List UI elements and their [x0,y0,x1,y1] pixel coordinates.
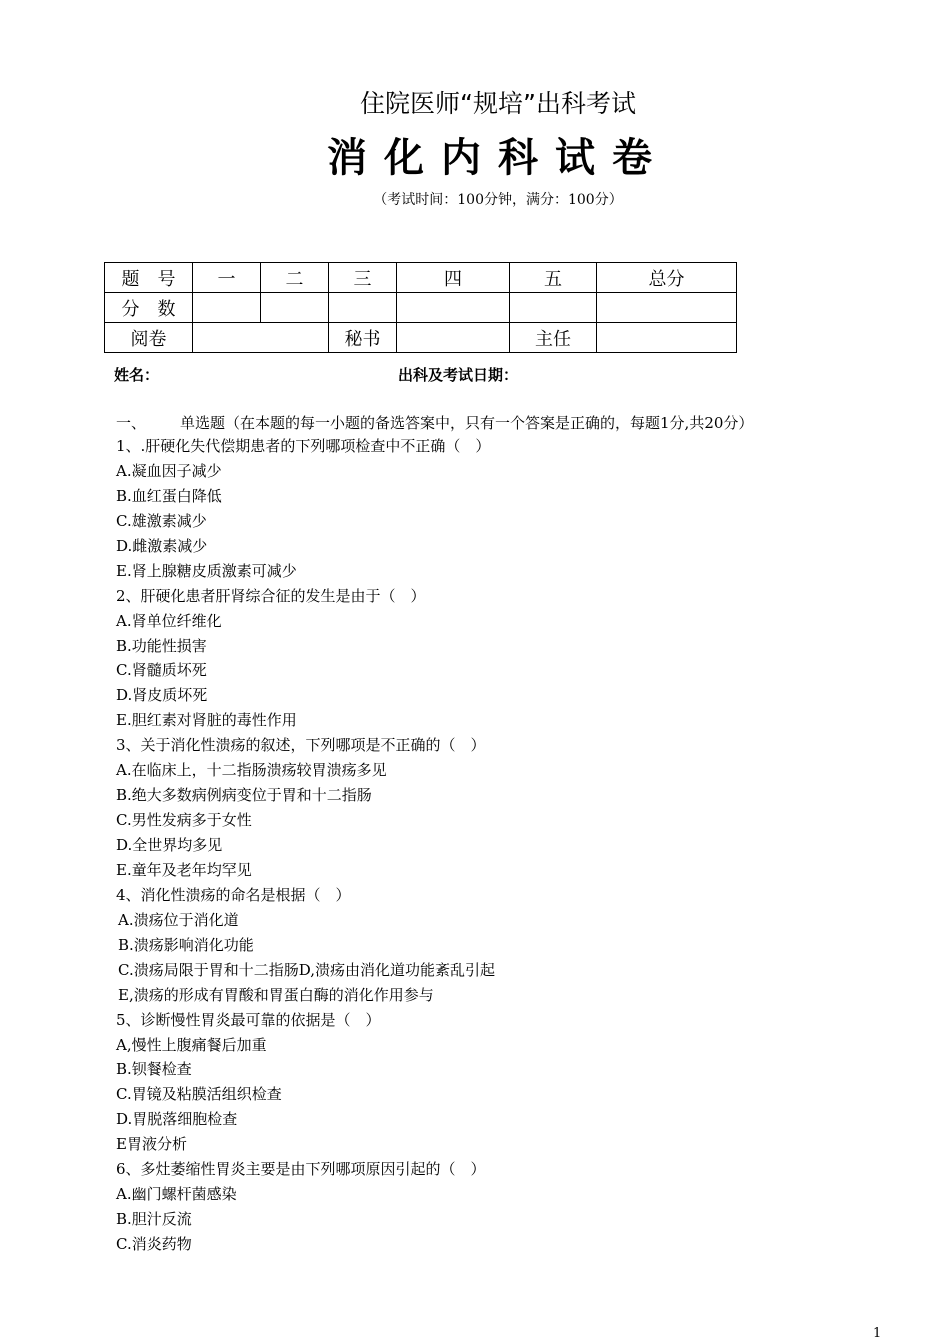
column-header-total: 总分 [597,263,737,293]
exam-paper-title: 消化内科试卷 [327,135,669,181]
answer-option: E.胆红素对肾脏的毒性作用 [116,711,297,730]
section-heading [116,412,753,433]
score-table [104,262,737,353]
column-header-3: 三 [329,263,397,293]
question-stem: 6、多灶萎缩性胃炎主要是由下列哪项原因引起的（ ） [116,1160,486,1179]
answer-option: B.血红蛋白降低 [116,486,222,505]
answer-option: B.功能性损害 [116,636,207,655]
page-number: 1 [873,1326,882,1341]
answer-option: D.肾皮质坏死 [116,686,208,705]
score-cell-2[interactable] [261,293,329,323]
score-cell-total[interactable] [597,293,737,323]
column-header-1: 一 [193,263,261,293]
question-number-label: 题 号 [105,263,193,293]
question-stem: 4、消化性溃疡的命名是根据（ ） [116,885,351,904]
answer-option: D.雌激素减少 [116,536,208,555]
score-cell-4[interactable] [397,293,510,323]
review-label: 阅卷 [105,323,193,353]
answer-option: C.溃疡局限于胃和十二指肠D,溃疡由消化道功能紊乱引起 [118,960,495,979]
answer-option: C.肾髓质坏死 [116,661,207,680]
name-label: 姓名： [114,366,160,384]
score-cell-5[interactable] [510,293,597,323]
section-instructions: 单选题（在本题的每一小题的备选答案中，只有一个答案是正确的，每题1分,共20分） [180,414,754,432]
score-table-score-row [105,293,737,323]
answer-option: A.幽门螺杆菌感染 [116,1185,237,1204]
review-signature-cell[interactable] [193,323,329,353]
exam-date-label: 出科及考试日期： [398,366,519,384]
answer-option: C.消炎药物 [116,1235,192,1253]
answer-option: D.全世界均多见 [116,836,223,854]
answer-option: A.在临床上，十二指肠溃疡较胃溃疡多见 [116,761,387,780]
answer-option: A.凝血因子减少 [116,461,222,480]
answer-option: E,溃疡的形成有胃酸和胃蛋白酶的消化作用参与 [118,985,434,1004]
answer-option: A.肾单位纤维化 [116,611,222,630]
score-cell-1[interactable] [193,293,261,323]
score-label: 分 数 [105,293,193,323]
answer-option: A.溃疡位于消化道 [118,910,239,929]
answer-option: E.童年及老年均罕见 [116,860,252,879]
question-stem: 2、肝硬化患者肝肾综合征的发生是由于（ ） [116,586,426,605]
answer-option: B.钡餐检查 [116,1060,192,1079]
column-header-5: 五 [510,263,597,293]
question-stem: 1、.肝硬化失代偿期患者的下列哪项检查中不正确（ ） [116,437,491,455]
question-stem: 3、关于消化性溃疡的叙述，下列哪项是不正确的（ ） [116,736,486,755]
answer-option: C.雄激素减少 [116,511,207,530]
secretary-signature-cell[interactable] [397,323,510,353]
column-header-2: 二 [261,263,329,293]
answer-option: B.胆汁反流 [116,1210,192,1229]
section-number: 一、 [116,414,147,432]
answer-option: E.肾上腺糖皮质激素可减少 [116,561,297,580]
score-table-signature-row [105,323,737,353]
secretary-label: 秘书 [329,323,397,353]
answer-option: C.胃镜及粘膜活组织检查 [116,1085,282,1104]
column-header-4: 四 [397,263,510,293]
director-signature-cell[interactable] [597,323,737,353]
answer-option: D.胃脱落细胞检查 [116,1110,238,1129]
score-table-header-row [105,263,737,293]
answer-option: B.溃疡影响消化功能 [118,935,254,954]
director-label: 主任 [510,323,597,353]
exam-header-title: 住院医师“规培”出科考试 [360,89,636,118]
answer-option: E胃液分析 [116,1135,187,1154]
question-list [116,434,495,1257]
score-cell-3[interactable] [329,293,397,323]
answer-option: B.绝大多数病例病变位于胃和十二指肠 [116,786,372,805]
answer-option: C.男性发病多于女性 [116,811,252,830]
answer-option: A,慢性上腹痛餐后加重 [116,1035,267,1054]
question-stem: 5、诊断慢性胃炎最可靠的依据是（ ） [116,1010,381,1029]
exam-info: （考试时间：100分钟，满分：100分） [373,192,623,208]
